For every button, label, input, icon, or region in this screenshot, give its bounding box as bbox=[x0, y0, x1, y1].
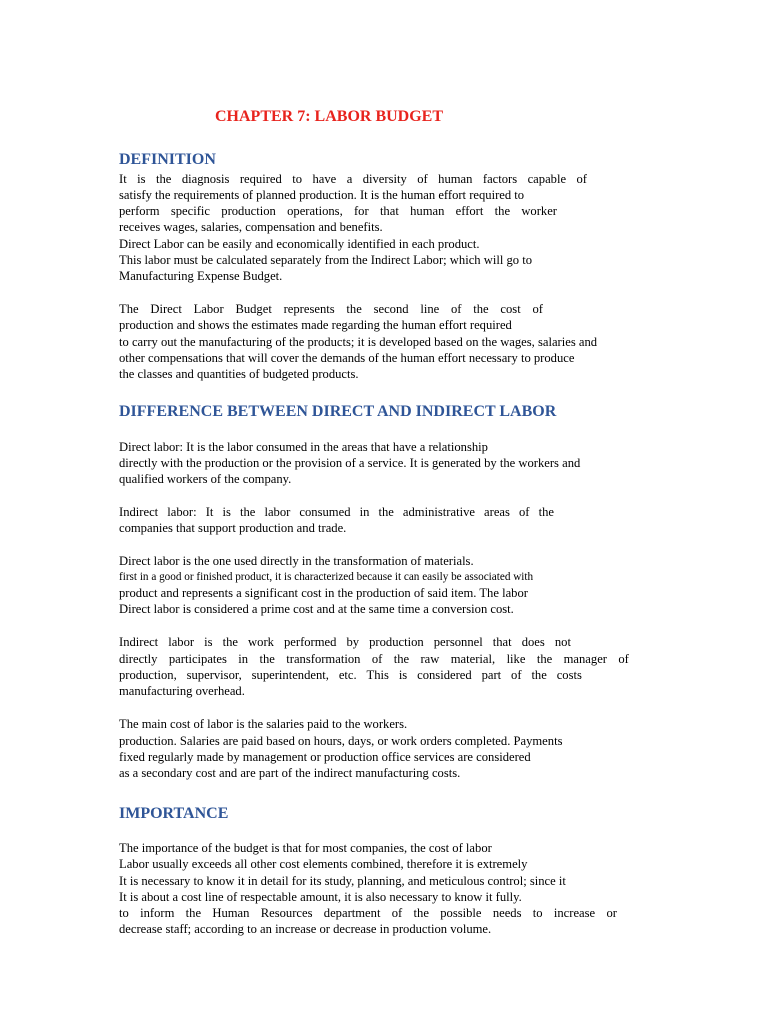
word: the bbox=[346, 302, 362, 316]
word: required bbox=[239, 172, 282, 186]
word: The bbox=[119, 302, 139, 316]
text-line: first in a good or finished product, it is characterized because it can easily be associated with bbox=[119, 571, 534, 583]
word: personnel bbox=[433, 635, 483, 649]
word: of bbox=[511, 668, 522, 682]
text-line bbox=[119, 651, 629, 667]
word: diversity bbox=[362, 172, 407, 186]
word: production bbox=[221, 204, 276, 218]
heading-importance: IMPORTANCE bbox=[119, 805, 229, 822]
text-line: Direct labor: It is the labor consumed in the areas that have a relationship bbox=[119, 440, 488, 454]
word: Indirect bbox=[119, 505, 159, 519]
word: to bbox=[292, 172, 303, 186]
heading-definition: DEFINITION bbox=[119, 151, 216, 168]
word: a bbox=[346, 172, 353, 186]
text-line: Direct Labor can be easily and economically identified in each product. bbox=[119, 237, 480, 251]
word: the bbox=[378, 505, 394, 519]
word: of bbox=[450, 302, 462, 316]
word: of bbox=[618, 652, 629, 666]
text-line: decrease staff; according to an increase or decrease in production volume. bbox=[119, 922, 492, 936]
word: that bbox=[379, 204, 399, 218]
word: performed bbox=[283, 635, 337, 649]
word: participates bbox=[168, 652, 227, 666]
word: not bbox=[554, 635, 571, 649]
text-line: The main cost of labor is the salaries paid to the workers. bbox=[119, 717, 408, 731]
chapter-title: CHAPTER 7: LABOR BUDGET bbox=[215, 108, 444, 125]
word: of bbox=[417, 172, 428, 186]
text-line: companies that support production and trade. bbox=[119, 521, 347, 535]
word: factors bbox=[482, 172, 518, 186]
word: considered bbox=[417, 668, 472, 682]
word: Labor bbox=[193, 302, 224, 316]
word: effort bbox=[455, 204, 484, 218]
word: department bbox=[323, 906, 381, 920]
word: of bbox=[576, 172, 587, 186]
word: like bbox=[506, 652, 526, 666]
text-line: Direct labor is considered a prime cost and at the same time a conversion cost. bbox=[119, 602, 514, 616]
word: the bbox=[494, 204, 511, 218]
word: human bbox=[438, 172, 473, 186]
word: cost bbox=[500, 302, 521, 316]
text-line: other compensations that will cover the demands of the human effort necessary to produce bbox=[119, 351, 575, 365]
word: line bbox=[420, 302, 440, 316]
text-line: Manufacturing Expense Budget. bbox=[119, 269, 283, 283]
word: areas bbox=[484, 505, 510, 519]
text-line bbox=[119, 667, 582, 683]
word: possible bbox=[440, 906, 482, 920]
word: manager bbox=[563, 652, 607, 666]
word: specific bbox=[170, 204, 210, 218]
word: in bbox=[359, 505, 370, 519]
word: administrative bbox=[402, 505, 475, 519]
word: labor: bbox=[167, 505, 197, 519]
word: the bbox=[538, 505, 554, 519]
word: production, bbox=[119, 668, 177, 682]
word: to bbox=[532, 906, 543, 920]
word: worker bbox=[521, 204, 557, 218]
text-line: satisfy the requirements of planned production. It is the human effort required to bbox=[119, 188, 525, 202]
text-line: receives wages, salaries, compensation and benefits. bbox=[119, 220, 383, 234]
word: This bbox=[366, 668, 389, 682]
word: Budget bbox=[235, 302, 272, 316]
word: of bbox=[519, 505, 530, 519]
word: work bbox=[248, 635, 274, 649]
text-line: product and represents a significant cost in the production of said item. The labor bbox=[119, 586, 528, 600]
word: that bbox=[492, 635, 512, 649]
word: the bbox=[531, 668, 547, 682]
text-line: fixed regularly made by management or production office services are considered bbox=[119, 750, 531, 764]
word: diagnosis bbox=[181, 172, 230, 186]
word: inform bbox=[140, 906, 175, 920]
word: is bbox=[398, 668, 408, 682]
word: the bbox=[185, 906, 202, 920]
text-line: It is necessary to know it in detail for its study, planning, and meticulous control; since it bbox=[119, 874, 566, 888]
word: for bbox=[353, 204, 369, 218]
word: to bbox=[119, 906, 129, 920]
word: material, bbox=[450, 652, 496, 666]
word: does bbox=[521, 635, 545, 649]
word: is bbox=[222, 505, 231, 519]
word: is bbox=[204, 635, 213, 649]
text-line bbox=[119, 905, 617, 921]
word: consumed bbox=[299, 505, 351, 519]
text-line: production and shows the estimates made regarding the human effort required bbox=[119, 318, 512, 332]
word: the bbox=[259, 652, 275, 666]
word: increase bbox=[553, 906, 596, 920]
word: or bbox=[606, 906, 617, 920]
text-line: manufacturing overhead. bbox=[119, 684, 245, 698]
word: of bbox=[371, 652, 383, 666]
text-line bbox=[119, 301, 543, 317]
word: by bbox=[346, 635, 360, 649]
text-line bbox=[119, 203, 557, 219]
word: of bbox=[532, 302, 543, 316]
word: transformation bbox=[286, 652, 361, 666]
word: Resources bbox=[260, 906, 313, 920]
text-line: the classes and quantities of budgeted products. bbox=[119, 367, 359, 381]
word: part bbox=[481, 668, 502, 682]
word: Indirect bbox=[119, 635, 159, 649]
word: have bbox=[312, 172, 337, 186]
text-line: qualified workers of the company. bbox=[119, 472, 292, 486]
text-line: The importance of the budget is that for most companies, the cost of labor bbox=[119, 841, 492, 855]
word: directly bbox=[119, 652, 158, 666]
word: capable bbox=[527, 172, 567, 186]
word: operations, bbox=[287, 204, 343, 218]
word: the bbox=[393, 652, 410, 666]
word: the bbox=[155, 172, 172, 186]
word: etc. bbox=[338, 668, 357, 682]
text-line: Direct labor is the one used directly in the transformation of materials. bbox=[119, 554, 474, 568]
text-line: directly with the production or the provision of a service. It is generated by the workers and bbox=[119, 456, 581, 470]
word: the bbox=[222, 635, 238, 649]
word: production bbox=[369, 635, 424, 649]
text-line bbox=[119, 634, 571, 650]
word: is bbox=[137, 172, 146, 186]
word: It bbox=[119, 172, 127, 186]
word: of bbox=[391, 906, 403, 920]
word: the bbox=[536, 652, 553, 666]
text-line: as a secondary cost and are part of the indirect manufacturing costs. bbox=[119, 766, 461, 780]
word: represents bbox=[283, 302, 335, 316]
text-line: This labor must be calculated separately from the Indirect Labor; which will go to bbox=[119, 253, 533, 267]
word: the bbox=[239, 505, 256, 519]
word: the bbox=[413, 906, 429, 920]
word: in bbox=[238, 652, 249, 666]
word: supervisor, bbox=[186, 668, 242, 682]
text-line: to carry out the manufacturing of the products; it is developed based on the wages, salaries and bbox=[119, 335, 598, 349]
text-line: production. Salaries are paid based on hours, days, or work orders completed. Payments bbox=[119, 734, 563, 748]
word: labor bbox=[168, 635, 195, 649]
word: raw bbox=[420, 652, 440, 666]
heading-difference: DIFFERENCE BETWEEN DIRECT AND INDIRECT LABOR bbox=[119, 403, 557, 420]
word: human bbox=[410, 204, 445, 218]
text-line bbox=[119, 171, 587, 187]
word: It bbox=[205, 505, 214, 519]
word: perform bbox=[119, 204, 160, 218]
text-line: Labor usually exceeds all other cost elements combined, therefore it is extremely bbox=[119, 857, 528, 871]
word: costs bbox=[556, 668, 582, 682]
word: Human bbox=[212, 906, 250, 920]
word: the bbox=[473, 302, 489, 316]
word: second bbox=[373, 302, 409, 316]
word: needs bbox=[492, 906, 522, 920]
text-line bbox=[119, 504, 554, 520]
word: Direct bbox=[150, 302, 182, 316]
text-line: It is about a cost line of respectable amount, it is also necessary to know it fully. bbox=[119, 890, 522, 904]
word: superintendent, bbox=[251, 668, 329, 682]
word: labor bbox=[264, 505, 291, 519]
